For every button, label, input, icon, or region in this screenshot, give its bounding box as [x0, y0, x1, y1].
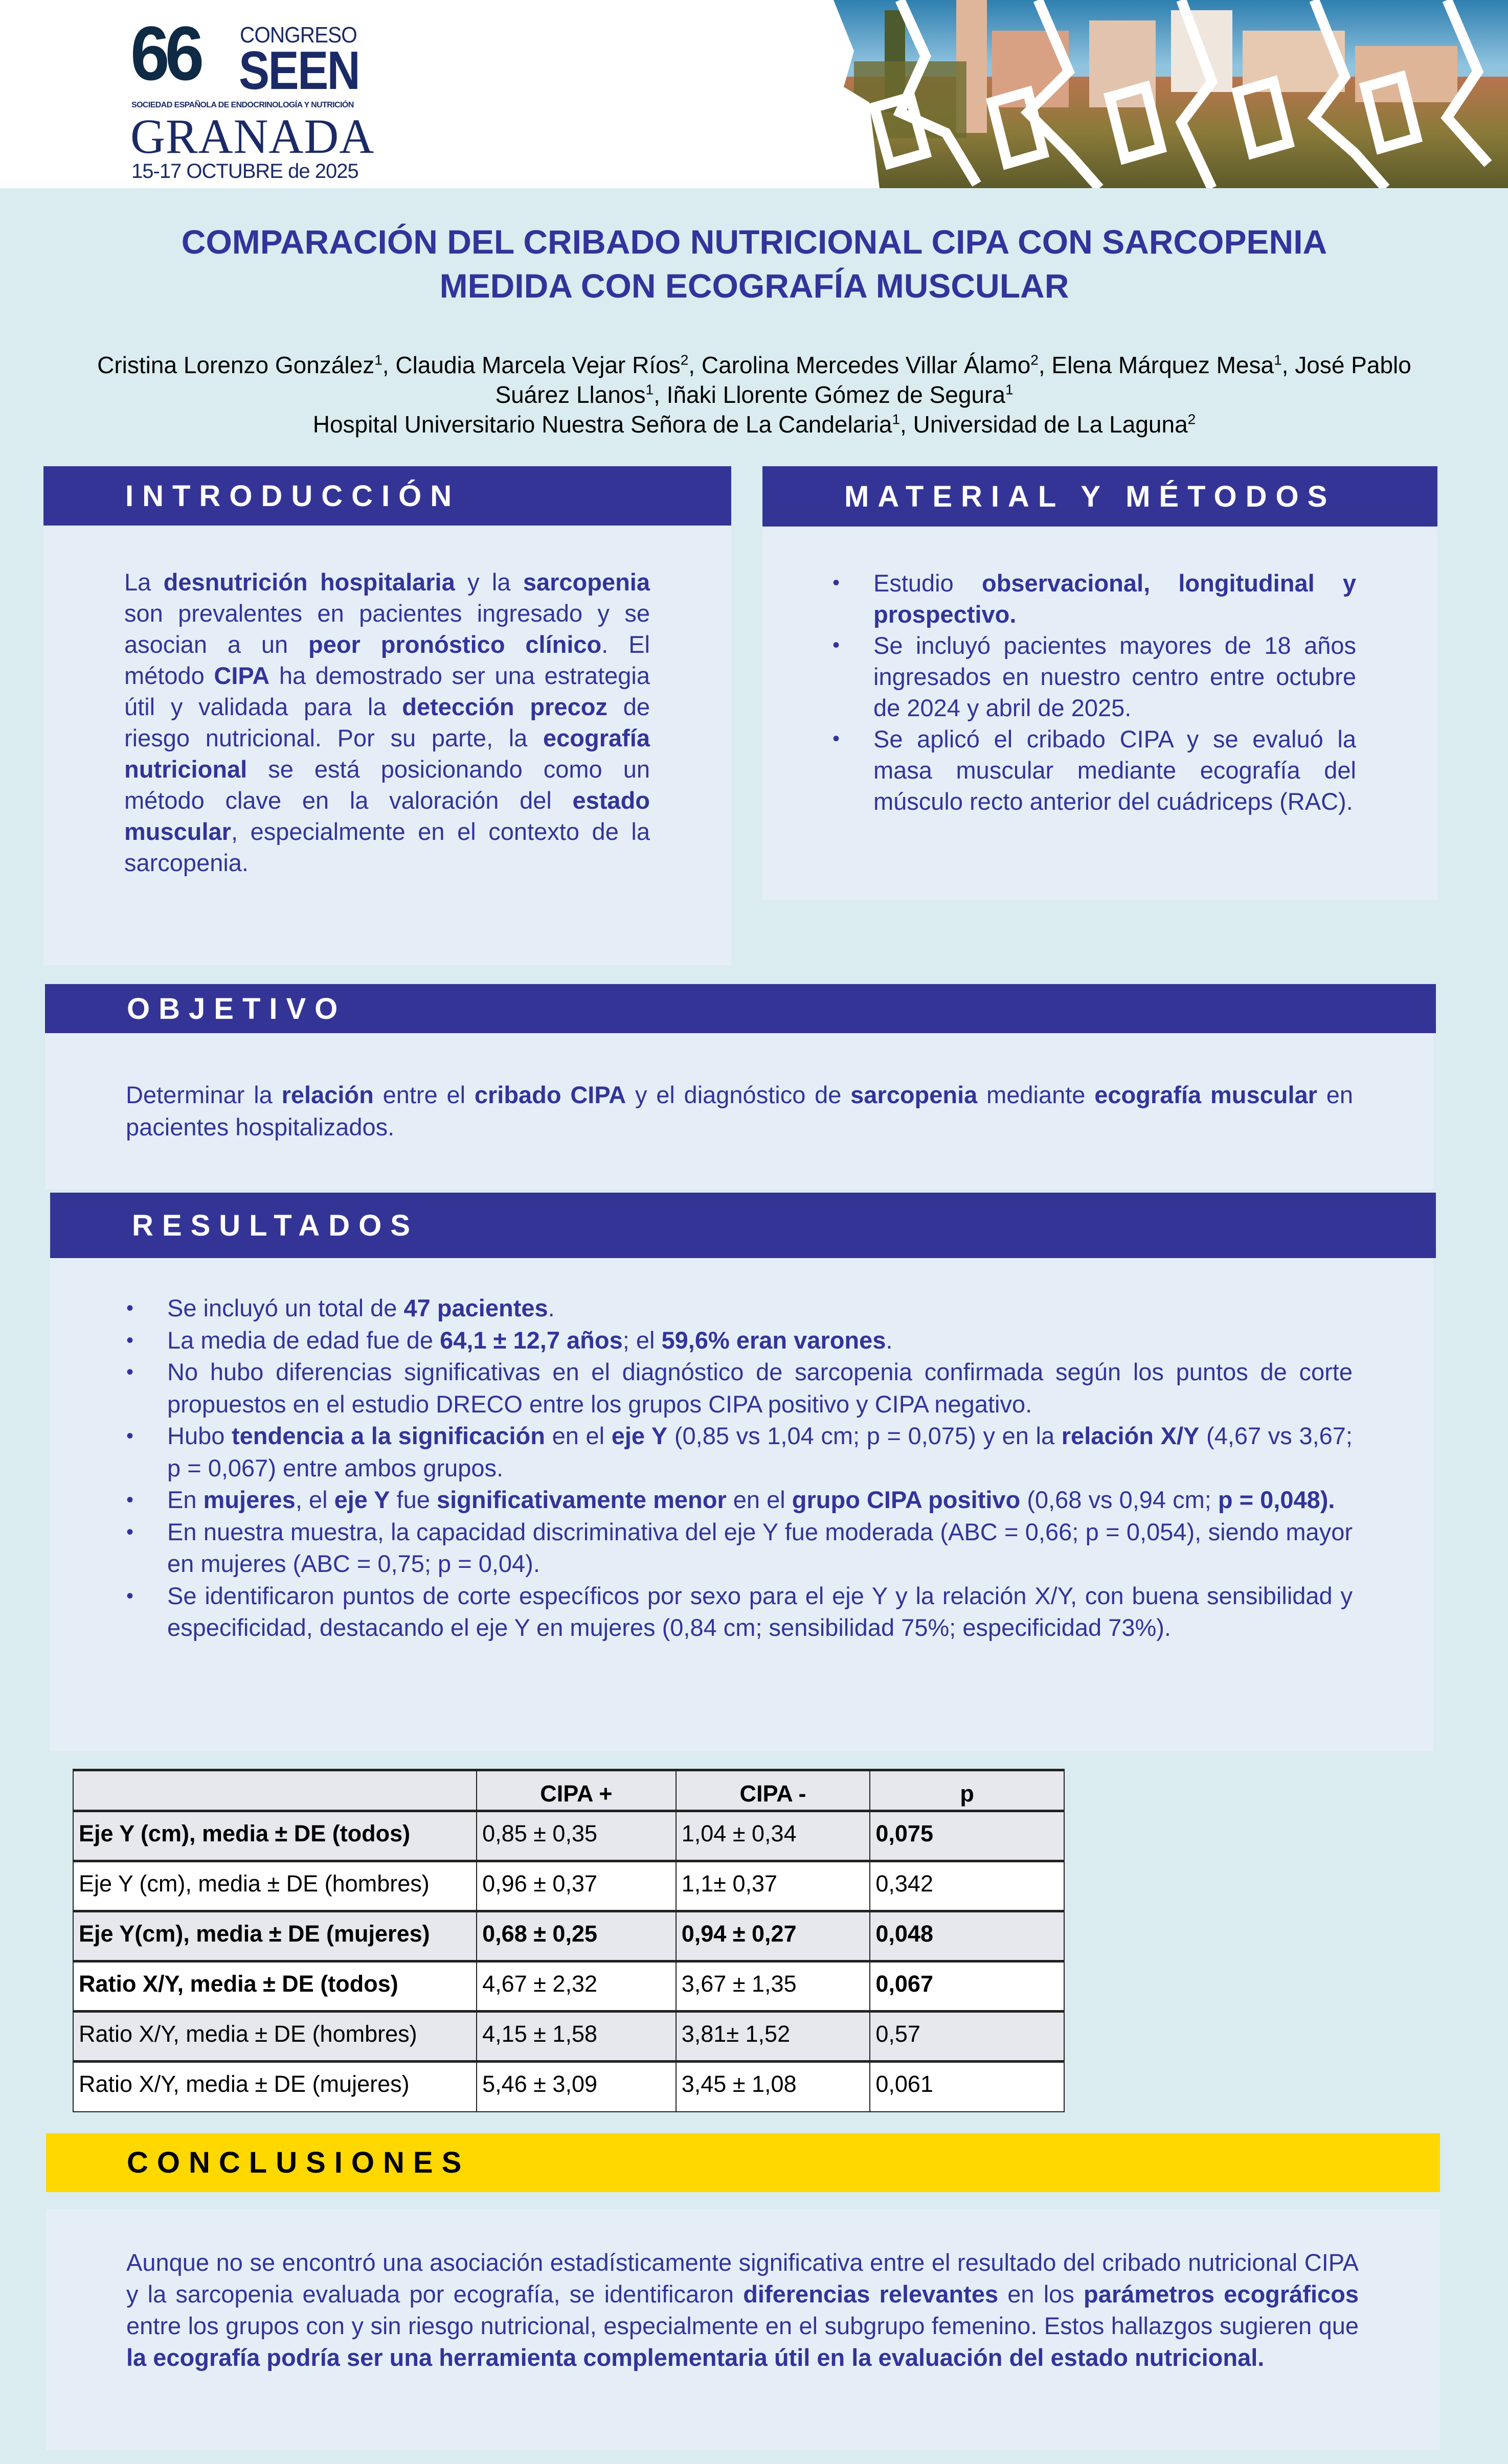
text-run: ha demostrado ser una estrategia útil y validada para la: [124, 662, 650, 720]
text-run: fue: [390, 1486, 437, 1513]
text-run: . El método: [124, 631, 650, 689]
table-header: [73, 1770, 1064, 1811]
poster-header: [0, 0, 1508, 188]
text-run: en el: [545, 1422, 612, 1449]
text-run: , especialmente en el contexto de la sarcopenia.: [124, 818, 650, 876]
emphasis-text: p = 0,048).: [1218, 1486, 1335, 1513]
separator: ,: [654, 381, 667, 408]
text-run: en pacientes hospitalizados.: [126, 1081, 1353, 1140]
table-cell: 0,85 ± 0,35: [477, 1811, 676, 1861]
poster-title: [77, 220, 1432, 308]
row-label: Eje Y(cm), media ± DE (mujeres): [73, 1911, 477, 1961]
table-cell: 0,94 ± 0,27: [676, 1911, 870, 1961]
emphasis-text: observacional, longitudinal y prospectivo.: [873, 569, 1356, 628]
metodos-list: [832, 567, 1356, 817]
row-label: Ratio X/Y, media ± DE (hombres): [73, 2012, 477, 2062]
row-label: Ratio X/Y, media ± DE (todos): [73, 1961, 477, 2012]
congress-logo: [130, 10, 391, 182]
emphasis-text: sarcopenia: [850, 1081, 978, 1108]
text-run: Se incluyó pacientes mayores de 18 años ingresados en nuestro centro entre octubre de 2024 y abril de 2025.: [873, 632, 1356, 721]
table-cell: 0,68 ± 0,25: [477, 1911, 676, 1961]
table-row: [73, 2012, 1064, 2062]
emphasis-text: relación: [281, 1081, 374, 1108]
text-run: entre el: [373, 1081, 475, 1108]
bullet-item: [126, 1516, 1353, 1580]
emphasis-text: detección precoz: [402, 693, 607, 720]
row-label: Ratio X/Y, media ± DE (mujeres): [73, 2062, 477, 2112]
table-cell: 0,075: [870, 1811, 1064, 1861]
separator: ,: [688, 352, 702, 378]
text-run: .: [886, 1326, 893, 1354]
text-run: (0,85 vs 1,04 cm; p = 0,075) y en la: [667, 1422, 1062, 1449]
logo-society: SOCIEDAD ESPAÑOLA DE ENDOCRINOLOGÍA Y NUTRICIÓN: [131, 101, 354, 109]
table-cell: 0,57: [870, 2012, 1064, 2062]
affiliation-number: 2: [1187, 411, 1196, 427]
affiliation-number: 1: [374, 352, 382, 368]
emphasis-text: 64,1 ± 12,7 años: [440, 1326, 623, 1354]
table-cell: 1,1± 0,37: [676, 1861, 870, 1911]
author-list: [77, 350, 1432, 409]
conclusiones-text: [126, 2247, 1359, 2374]
text-run: (4,67 vs 3,67; p = 0,067) entre ambos grupos.: [167, 1422, 1353, 1481]
bullet-item: [126, 1484, 1353, 1516]
emphasis-text: significativamente menor: [436, 1486, 727, 1513]
metodos-header: [762, 466, 1437, 527]
metodos-heading: MATERIAL Y MÉTODOS: [844, 480, 1336, 513]
table-cell: 5,46 ± 3,09: [477, 2062, 676, 2112]
text-run: , el: [295, 1486, 334, 1513]
row-label: Eje Y (cm), media ± DE (hombres): [73, 1861, 477, 1911]
text-run: La media de edad fue de: [167, 1326, 440, 1354]
table-cell: 1,04 ± 0,34: [676, 1811, 870, 1861]
bullet-item: [126, 1580, 1353, 1644]
logo-city: GRANADA: [130, 109, 375, 164]
table-row: [73, 1811, 1064, 1861]
text-run: (0,68 vs 0,94 cm;: [1020, 1486, 1218, 1513]
text-run: mediante: [977, 1081, 1095, 1108]
emphasis-text: diferencias relevantes: [743, 2280, 999, 2308]
affiliation-number: 1: [645, 381, 654, 398]
column-header: CIPA +: [477, 1770, 676, 1811]
bullet-item: [832, 567, 1356, 630]
title-line-1: COMPARACIÓN DEL CRIBADO NUTRICIONAL CIPA CON SARCOPENIA: [181, 223, 1327, 261]
resultados-list: [126, 1292, 1353, 1644]
bullet-item: [126, 1292, 1353, 1325]
emphasis-text: ecografía nutricional: [124, 724, 650, 783]
table-cell: 3,81± 1,52: [676, 2012, 870, 2062]
text-run: .: [548, 1294, 555, 1321]
introduccion-header: [43, 466, 731, 526]
results-table: [73, 1769, 1065, 2112]
bullet-item: [126, 1325, 1353, 1357]
text-run: Determinar la: [126, 1081, 282, 1108]
text-run: En nuestra muestra, la capacidad discriminativa del eje Y fue moderada (ABC = 0,66; p = 0,054), siendo mayor en mujeres (ABC = 0,75; p = 0,04).: [167, 1518, 1353, 1577]
table-cell: 0,048: [870, 1911, 1064, 1961]
column-header: p: [870, 1770, 1064, 1811]
resultados-header: [50, 1193, 1436, 1258]
emphasis-text: eje Y: [334, 1486, 390, 1513]
emphasis-text: tendencia a la significación: [232, 1422, 545, 1449]
emphasis-text: mujeres: [203, 1486, 296, 1513]
resultados-heading: RESULTADOS: [132, 1208, 419, 1242]
author-name: Iñaki Llorente Gómez de Segura: [666, 381, 1005, 408]
objetivo-heading: OBJETIVO: [127, 992, 347, 1025]
text-run: y el diagnóstico de: [626, 1081, 851, 1108]
table-header-row: [73, 1770, 1064, 1811]
emphasis-text: eje Y: [611, 1422, 668, 1449]
alhambra-banner-image: [823, 0, 1508, 188]
text-run: son prevalentes en pacientes ingresado y se asocian a un: [124, 600, 650, 658]
affiliation-list: [77, 409, 1432, 439]
logo-dates: 15-17 OCTUBRE de 2025: [131, 160, 358, 182]
table-row: [73, 1911, 1064, 1961]
emphasis-text: sarcopenia: [523, 568, 650, 596]
emphasis-text: CIPA: [214, 662, 270, 689]
table-cell: 4,15 ± 1,58: [477, 2012, 676, 2062]
text-run: No hubo diferencias significativas en el diagnóstico de sarcopenia confirmada según los puntos de corte propuestos en el estudio DRECO entre los grupos CIPA positivo y CIPA negativo.: [167, 1358, 1353, 1418]
text-run: ; el: [622, 1326, 662, 1354]
affiliation-name: Hospital Universitario Nuestra Señora de La Candelaria: [312, 411, 892, 438]
emphasis-text: estado muscular: [124, 787, 650, 845]
text-run: Aunque no se encontró una asociación estadísticamente significativa entre el resultado del cribado nutricional CIPA y la sarcopenia evaluada por ecografía, se identificaron: [126, 2249, 1359, 2308]
text-run: en el: [726, 1486, 792, 1513]
objetivo-header: [45, 984, 1436, 1033]
text-run: La: [124, 568, 164, 596]
table-body: [73, 1811, 1064, 2112]
text-run: se está posicionando como un método clave en la valoración del: [124, 756, 650, 814]
table-cell: 3,45 ± 1,08: [676, 2062, 870, 2112]
text-run: de riesgo nutricional. Por su parte, la: [124, 693, 650, 751]
affiliation-number: 1: [892, 411, 901, 427]
text-run: Se aplicó el cribado CIPA y se evaluó la masa muscular mediante ecografía del músculo recto anterior del cuádriceps (RAC).: [873, 725, 1356, 815]
bullet-item: [126, 1356, 1353, 1420]
bullet-item: [126, 1420, 1353, 1484]
author-name: Claudia Marcela Vejar Ríos: [395, 352, 681, 378]
author-block: [77, 350, 1432, 439]
introduccion-heading: INTRODUCCIÓN: [125, 479, 461, 513]
column-header: [73, 1770, 477, 1811]
emphasis-text: relación X/Y: [1061, 1422, 1200, 1449]
logo-acronym: SEEN: [239, 40, 359, 101]
table-cell: 0,067: [870, 1961, 1064, 2012]
affiliation-number: 1: [1005, 381, 1014, 398]
emphasis-text: ecografía muscular: [1094, 1081, 1317, 1108]
objetivo-text: [126, 1079, 1353, 1143]
separator: ,: [1038, 352, 1052, 378]
separator: ,: [382, 352, 396, 378]
row-label: Eje Y (cm), media ± DE (todos): [73, 1811, 477, 1861]
table-cell: 0,96 ± 0,37: [477, 1861, 676, 1911]
separator: ,: [1281, 352, 1295, 378]
author-name: Elena Márquez Mesa: [1051, 352, 1274, 378]
text-run: En: [167, 1486, 204, 1513]
author-name: José Pablo Suárez Llanos: [495, 352, 1411, 408]
emphasis-text: 47 pacientes: [403, 1294, 548, 1321]
emphasis-text: cribado CIPA: [474, 1081, 626, 1108]
text-run: en los: [998, 2280, 1084, 2308]
logo-number: 66: [130, 10, 200, 96]
logo-congreso: CONGRESO: [240, 22, 357, 48]
conclusiones-heading: CONCLUSIONES: [127, 2146, 470, 2179]
table-cell: 0,061: [870, 2062, 1064, 2112]
table-row: [73, 1861, 1064, 1911]
table-cell: 4,67 ± 2,32: [477, 1961, 676, 2012]
affiliation-number: 1: [1274, 352, 1282, 368]
emphasis-text: parámetros ecográficos: [1084, 2280, 1359, 2308]
text-run: Hubo: [167, 1422, 232, 1449]
text-run: Estudio: [873, 569, 982, 597]
emphasis-text: desnutrición hospitalaria: [163, 568, 455, 596]
emphasis-text: la ecografía podría ser una herramienta complementaria útil en la evaluación del estado nutricional.: [126, 2344, 1265, 2371]
table-cell: 3,67 ± 1,35: [676, 1961, 870, 2012]
text-run: y la: [455, 568, 523, 596]
conclusiones-header: [46, 2133, 1440, 2192]
bullet-item: [832, 630, 1356, 723]
bullet-item: [832, 723, 1356, 817]
author-name: Cristina Lorenzo González: [97, 352, 375, 378]
emphasis-text: grupo CIPA positivo: [792, 1486, 1021, 1513]
table-cell: 0,342: [870, 1861, 1064, 1911]
author-name: Carolina Mercedes Villar Álamo: [701, 352, 1031, 378]
table-row: [73, 1961, 1064, 2012]
affiliation-name: Universidad de La Laguna: [913, 411, 1188, 438]
emphasis-text: peor pronóstico clínico: [308, 631, 602, 658]
affiliation-number: 2: [680, 352, 689, 368]
introduccion-text: [124, 566, 650, 878]
text-run: entre los grupos con y sin riesgo nutricional, especialmente en el subgrupo femenino. Estos hallazgos sugieren que: [126, 2312, 1359, 2339]
table-row: [73, 2062, 1064, 2112]
text-run: Se incluyó un total de: [167, 1294, 404, 1321]
text-run: Se identificaron puntos de corte específicos por sexo para el eje Y y la relación X/Y, con buena sensibilidad y especificidad, destacando el eje Y en mujeres (0,84 cm; sensibilidad 75%; especificidad 73%).: [167, 1582, 1353, 1641]
emphasis-text: 59,6% eran varones: [661, 1326, 886, 1354]
column-header: CIPA -: [676, 1770, 870, 1811]
affiliation-number: 2: [1030, 352, 1039, 368]
separator: ,: [900, 411, 913, 438]
title-line-2: MEDIDA CON ECOGRAFÍA MUSCULAR: [439, 267, 1069, 305]
